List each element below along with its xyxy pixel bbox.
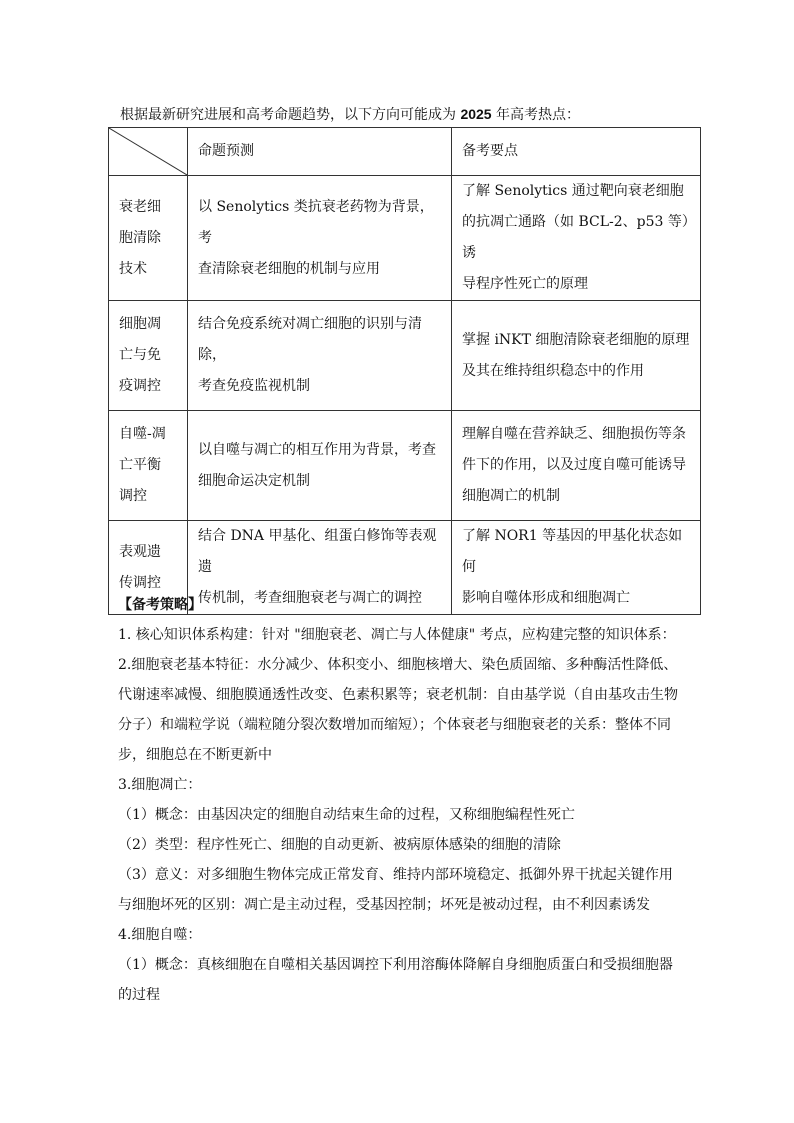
strategy-line: 代谢速率减慢、细胞膜通透性改变、色素积累等；衰老机制：自由基学说（自由基攻击生物	[118, 687, 678, 703]
key-points-cell: 了解 NOR1 等基因的甲基化状态如何 影响自噬体形成和细胞凋亡	[452, 521, 701, 615]
corner-cell	[109, 128, 188, 176]
key-points-cell: 理解自噬在营养缺乏、细胞损伤等条 件下的作用，以及过度自噬可能诱导 细胞凋亡的机制	[452, 411, 701, 521]
strategy-line: 4.细胞自噬：	[118, 927, 202, 943]
key-points-cell: 了解 Senolytics 通过靶向衰老细胞 的抗凋亡通路（如 BCL-2、p53 等）诱 导程序性死亡的原理	[452, 176, 701, 301]
strategy-line: （1）概念：由基因决定的细胞自动结束生命的过程，又称细胞编程性死亡	[118, 807, 575, 823]
row-head: 衰老细 胞清除 技术	[109, 176, 188, 301]
row-head: 自噬-凋 亡平衡 调控	[109, 411, 188, 521]
strategy-section	[118, 590, 688, 1010]
strategy-line: （2）类型：程序性死亡、细胞的自动更新、被病原体感染的细胞的清除	[118, 837, 561, 853]
intro-text-before: 根据最新研究进展和高考命题趋势，以下方向可能成为	[120, 107, 461, 123]
strategy-line: 2.细胞衰老基本特征：水分减少、体积变小、细胞核增大、染色质固缩、多种酶活性降低、	[118, 657, 678, 673]
row-head: 表观遗 传调控	[109, 521, 188, 615]
strategy-line: 3.细胞凋亡：	[118, 777, 202, 793]
key-points-cell: 掌握 iNKT 细胞清除衰老细胞的原理 及其在维持组织稳态中的作用	[452, 301, 701, 411]
header-prediction: 命题预测	[188, 128, 452, 176]
prediction-cell: 以 Senolytics 类抗衰老药物为背景，考 查清除衰老细胞的机制与应用	[188, 176, 452, 301]
strategy-line: （1）概念：真核细胞在自噬相关基因调控下利用溶酶体降解自身细胞质蛋白和受损细胞器	[118, 957, 673, 973]
table-row	[109, 411, 701, 521]
header-key-points: 备考要点	[452, 128, 701, 176]
table-row	[109, 301, 701, 411]
strategy-line: 分子）和端粒学说（端粒随分裂次数增加而缩短）；个体衰老与细胞衰老的关系：整体不同	[118, 717, 671, 733]
strategy-line: 的过程	[118, 987, 160, 1003]
row-head: 细胞凋 亡与免 疫调控	[109, 301, 188, 411]
table-header-row	[109, 128, 701, 176]
strategy-line: 步，细胞总在不断更新中	[118, 747, 272, 763]
diagonal-line	[109, 128, 187, 175]
strategy-line: （3）意义：对多细胞生物体完成正常发育、维持内部环境稳定、抵御外界干扰起关键作用	[118, 867, 673, 883]
strategy-line: 与细胞坏死的区别：凋亡是主动过程，受基因控制；坏死是被动过程，由不利因素诱发	[118, 897, 650, 913]
intro-sentence	[120, 104, 580, 125]
intro-year: 2025	[460, 106, 492, 122]
table-row	[109, 176, 701, 301]
prediction-cell: 结合免疫系统对凋亡细胞的识别与清除， 考查免疫监视机制	[188, 301, 452, 411]
intro-text-after: 年高考热点：	[491, 107, 581, 123]
prediction-cell: 结合 DNA 甲基化、组蛋白修饰等表观遗 传机制，考查细胞衰老与凋亡的调控	[188, 521, 452, 615]
strategy-line: 1. 核心知识体系构建：针对 "细胞衰老、凋亡与人体健康" 考点，应构建完整的知识体系：	[118, 627, 676, 643]
strategy-title: 【备考策略】	[118, 597, 202, 613]
hotspot-table	[108, 127, 701, 615]
prediction-cell: 以自噬与凋亡的相互作用为背景，考查 细胞命运决定机制	[188, 411, 452, 521]
